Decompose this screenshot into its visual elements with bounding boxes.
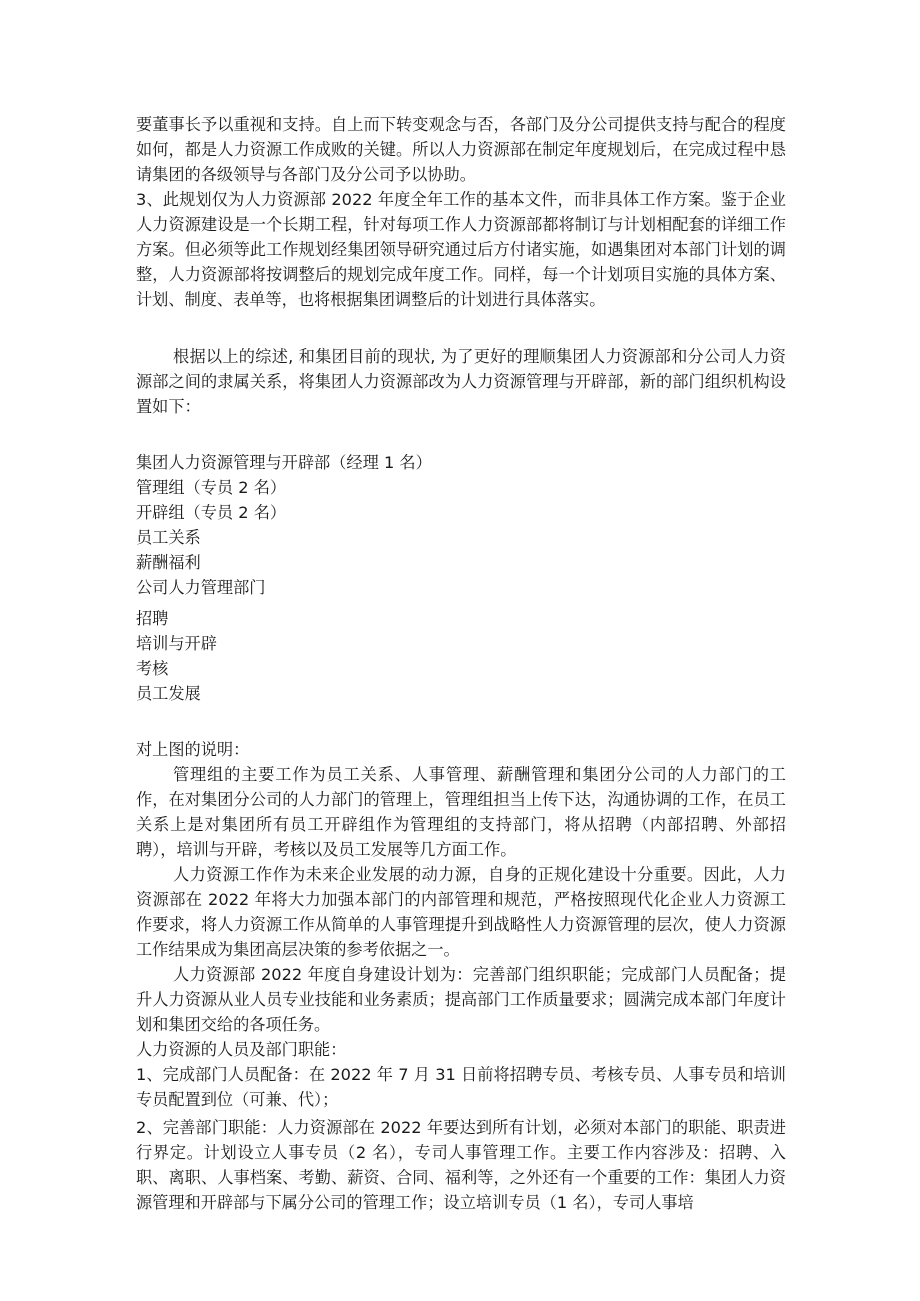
org-item: 考核 (136, 659, 169, 678)
intro-paragraph-2: 3、此规划仅为人力资源部 2022 年度全年工作的基本文件，而非具体工作方案。鉴于企业人力资源建设是一个长期工程，针对每项工作人力资源部都将制订与计划相配套的详细工作方案。但必须等此工作规划经集团领导研究通过后方付诸实施，如遇集团对本部门计划的调整，人力资源部将按调整后的规划完成年度工作。同样，每一个计划项目实施的具体方案、计划、制度、表单等，也将根据集团调整后的计划进行具体落实。 (136, 190, 786, 309)
org-item: 薪酬福利 (136, 553, 201, 572)
functions-heading: 人力资源的人员及部门职能： (136, 1040, 347, 1059)
explanation-paragraph-3: 人力资源部 2022 年度自身建设计划为：完善部门组织职能；完成部门人员配备；提升人力资源从业人员专业技能和业务素质；提高部门工作质量要求；圆满完成本部门年度计划和集团交给的各项任务。 (136, 965, 786, 1034)
org-item: 培训与开辟 (136, 634, 217, 653)
functions-item-2: 2、完善部门职能：人力资源部在 2022 年要达到所有计划，必须对本部门的职能、职责进行界定。计划设立人事专员（2 名），专司人事管理工作。主要工作内容涉及：招聘、入职、离职、人事档案、考勤、薪资、合同、福利等，之外还有一个重要的工作：集团人力资源管理和开辟部与下属分公司的管理工作；设立培训专员（1 名），专司人事培 (136, 1118, 786, 1212)
org-item: 开辟组（专员 2 名） (136, 503, 287, 522)
org-item: 员工关系 (136, 528, 201, 547)
document-page (136, 112, 786, 1215)
functions-item-1: 1、完成部门人员配备：在 2022 年 7 月 31 日前将招聘专员、考核专员、人事专员和培训专员配置到位（可兼、代）； (136, 1065, 786, 1109)
org-chart-group-a (136, 450, 786, 600)
org-item: 员工发展 (136, 684, 201, 703)
intro-paragraph-1: 要董事长予以重视和支持。自上而下转变观念与否，各部门及分公司提供支持与配合的程度如何，都是人力资源工作成败的关键。所以人力资源部在制定年度规划后，在完成过程中恳请集团的各级领导与各部门及分公司予以协助。 (136, 115, 786, 184)
summary-paragraph: 根据以上的综述, 和集团目前的现状, 为了更好的理顺集团人力资源部和分公司人力资源部之间的隶属关系，将集团人力资源部改为人力资源管理与开辟部，新的部门组织机构设置如下： (136, 347, 786, 416)
org-chart-group-b (136, 606, 786, 706)
explanation-heading: 对上图的说明： (136, 740, 250, 759)
org-item: 集团人力资源管理与开辟部（经理 1 名） (136, 453, 432, 472)
org-item: 招聘 (136, 609, 169, 628)
explanation-paragraph-2: 人力资源工作作为未来企业发展的动力源，自身的正规化建设十分重要。因此，人力资源部在 2022 年将大力加强本部门的内部管理和规范，严格按照现代化企业人力资源工作要求，将人力资源工作从简单的人事管理提升到战略性人力资源管理的层次，使人力资源工作结果成为集团高层决策的参考依据之一。 (136, 865, 786, 959)
org-item: 公司人力管理部门 (136, 578, 266, 597)
org-item: 管理组（专员 2 名） (136, 478, 287, 497)
explanation-paragraph-1: 管理组的主要工作为员工关系、人事管理、薪酬管理和集团分公司的人力部门的工作，在对集团分公司的人力部门的管理上，管理组担当上传下达，沟通协调的工作，在员工关系上是对集团所有员工开辟组作为管理组的支持部门，将从招聘（内部招聘、外部招聘），培训与开辟，考核以及员工发展等几方面工作。 (136, 765, 786, 859)
